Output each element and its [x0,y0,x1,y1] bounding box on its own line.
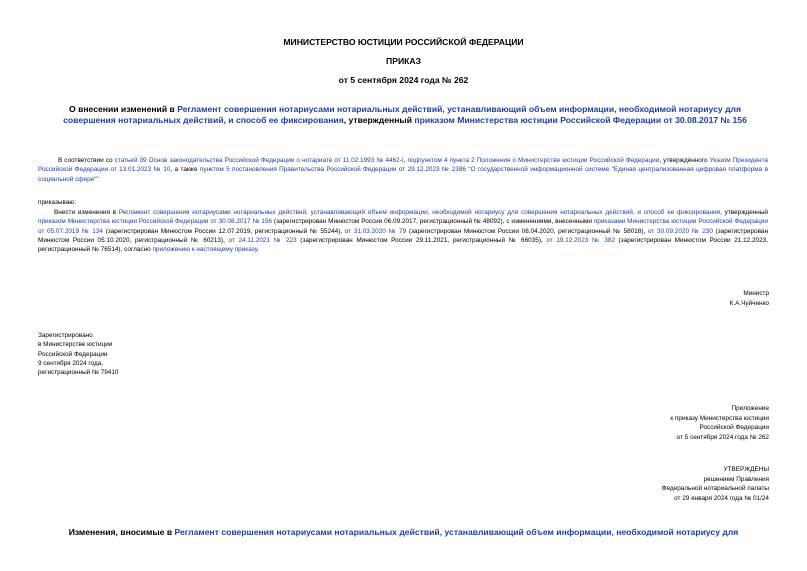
approved-line-2: решением Правления [703,475,769,483]
link-president-decree[interactable]: Указом Президента Российской Федерации от 13.01.2023 № 10 [38,157,768,174]
basis-text-4: , а также [170,166,200,174]
signature-block [730,289,769,308]
signature-title: Министр [743,290,769,297]
amend-text-4: (зарегистрирован Минюстом России 12.07.2019, регистрационный № 55244), [102,227,345,235]
basis-paragraph [38,156,768,184]
link-appendix[interactable]: приложению к настоящему приказу [152,246,258,254]
link-order-382[interactable]: от 19.12.2023 № 382 [546,236,615,244]
amend-text-6: (зарегистрирован Минюстом России 05.10.2020, регистрационный № 60213), [38,227,769,244]
approved-line-1: УТВЕРЖДЕНЫ [723,466,769,473]
amend-text-1: Внести изменения в [54,209,119,216]
link-order-223[interactable]: от 24.11.2021 № 223 [228,236,297,244]
document-type: ПРИКАЗ [386,56,421,66]
link-order-79[interactable]: от 31.03.2020 № 79 [344,227,407,235]
amend-text-8: (зарегистрирован Минюстом России 21.12.2023, регистрационный № 76514), согласно [38,236,768,254]
basis-text-3: , утвержденного [659,157,710,164]
basis-text-1: В соответствии со [58,157,115,164]
prikazyvayu-text: приказываю: [38,199,76,206]
registration-line-1: Зарегистрировано [38,332,93,339]
registration-line-5: регистрационный № 79410 [38,369,119,377]
approved-line-4: от 29 января 2024 года № 01/24 [674,494,769,502]
approved-block [662,465,769,503]
link-government-resolution[interactable]: пунктом 5 постановления Правительства Российской Федерации от 29.12.2023 № 2386 "О государственной информационной системе "Единая централизованная цифровая платформа в социальной сфере"" [38,166,768,183]
basis-text-2: , [403,157,408,164]
amend-text-5: (зарегистрирован Минюстом России 08.04.2020, регистрационный № 58018), [406,227,648,235]
link-article-39[interactable]: статьей 39 Основ законодательства Российской Федерации о нотариате от 11.02.1993 № 4462-I [114,157,404,164]
approved-line-3: Федеральной нотариальной палаты [661,485,769,492]
registration-line-4: 9 сентября 2024 года, [38,359,104,367]
ministry-heading: МИНИСТЕРСТВО ЮСТИЦИИ РОССИЙСКОЙ ФЕДЕРАЦИИ [283,37,524,47]
amendment-paragraph [38,208,768,254]
amend-text-3: (зарегистрирован Минюстом России 06.09.2017, регистрационный № 48092), с изменениями, внесенными [271,218,594,226]
amend-text-2: , утвержденный [720,209,769,216]
link-order-156[interactable]: приказом Министерства юстиции Российской Федерации от 30.08.2017 № 156 [414,115,747,125]
appendix-line-2: к приказу Министерства юстиции [670,414,769,422]
appendix-line-4: от 5 сентября 2024 года № 262 [676,433,769,441]
appendix-line-3: Российской Федерации [699,424,769,431]
link-reglament-2[interactable]: Регламент совершения нотариусами нотариальных действий, устанавливающий объем информации, необходимой нотариусу для совершения нотариальных действий, и способ ее фиксирования [118,209,721,216]
signature-name: К.А.Чуйченко [729,299,769,307]
order-title-pre: О внесении изменений в [69,104,178,114]
changes-title-pre: Изменения, вносимые в [68,527,175,537]
link-ministry-regulation[interactable]: подпунктом 4 пункта 2 Положения о Министерстве юстиции Российской Федерации [407,157,660,164]
order-title [50,104,760,126]
order-title-mid: , утвержденный [343,115,415,125]
appendix-line-1: Приложение [731,405,769,412]
amend-text-9: . [257,246,259,254]
link-reglament-3[interactable]: Регламент совершения нотариусами нотариальных действий, устанавливающий объем информации, необходимой нотариусу для [174,527,739,537]
registration-line-2: в Министерстве юстиции [38,341,113,349]
registration-block [38,331,118,377]
amend-text-7: (зарегистрирован Минюстом России 29.11.2021, регистрационный № 66035), [296,236,547,244]
registration-line-3: Российской Федерации [38,350,108,358]
link-reglament[interactable]: Регламент совершения нотариусами нотариальных действий, устанавливающий объем информации, необходимой нотариусу для совершения нотариальных действий, и способ ее фиксирования [63,104,741,125]
changes-title [0,527,807,537]
document-date-number: от 5 сентября 2024 года № 262 [338,75,469,85]
link-order-134[interactable]: приказами Министерства юстиции Российской Федерации от 05.07.2019 № 134 [38,218,768,235]
link-order-156-2[interactable]: приказом Министерства юстиции Российской Федерации от 30.08.2017 № 156 [38,218,272,226]
appendix-block [670,404,769,442]
link-order-230[interactable]: от 30.09.2020 № 230 [647,227,713,235]
